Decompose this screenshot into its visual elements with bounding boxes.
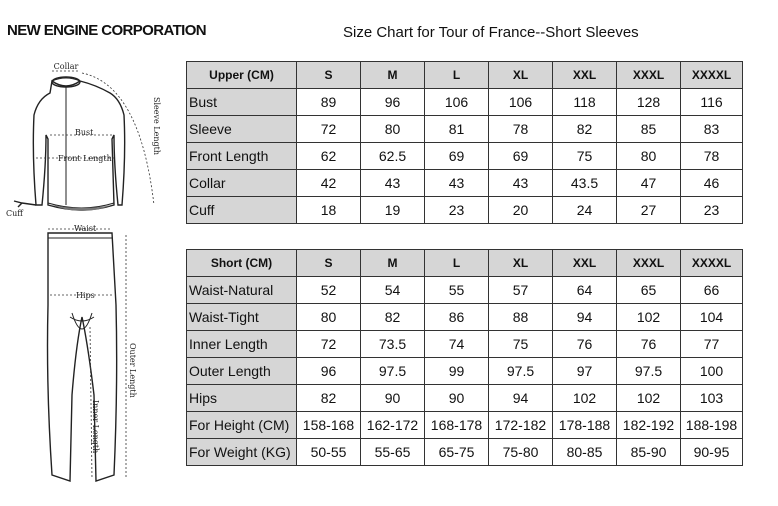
table-cell: 82 — [297, 385, 361, 412]
table-cell: 46 — [681, 170, 743, 197]
table-cell: 106 — [489, 89, 553, 116]
table-cell: 66 — [681, 277, 743, 304]
label-waist: Waist — [74, 224, 97, 233]
table-cell: 85 — [617, 116, 681, 143]
table-cell: 43 — [425, 170, 489, 197]
label-front-length: Front Length — [58, 154, 112, 163]
table-cell: 27 — [617, 197, 681, 224]
table-cell: 18 — [297, 197, 361, 224]
table-cell: 128 — [617, 89, 681, 116]
upper-size-table — [186, 61, 743, 224]
table-cell: 69 — [489, 143, 553, 170]
table-cell: 82 — [361, 304, 425, 331]
jersey-illustration — [14, 77, 125, 211]
label-inner-length: Inner Length — [91, 400, 100, 454]
table-cell: 69 — [425, 143, 489, 170]
table-cell: 19 — [361, 197, 425, 224]
table-row — [187, 439, 743, 466]
label-cuff: Cuff — [6, 209, 23, 218]
table-cell: 80 — [617, 143, 681, 170]
short-size-table — [186, 249, 743, 466]
table-cell: 43.5 — [553, 170, 617, 197]
table-cell: 97 — [553, 358, 617, 385]
table-cell: 97.5 — [489, 358, 553, 385]
table-cell: 54 — [361, 277, 425, 304]
table-cell: 97.5 — [361, 358, 425, 385]
table-cell: 82 — [553, 116, 617, 143]
row-label: Hips — [187, 385, 297, 412]
header-cell: M — [361, 62, 425, 89]
upper-table-header — [187, 62, 743, 89]
table-cell: 78 — [681, 143, 743, 170]
table-cell: 62.5 — [361, 143, 425, 170]
table-cell: 78 — [489, 116, 553, 143]
table-cell: 80 — [297, 304, 361, 331]
table-cell: 43 — [361, 170, 425, 197]
header-cell: L — [425, 62, 489, 89]
table-cell: 76 — [617, 331, 681, 358]
chart-title: Size Chart for Tour of France--Short Sleeves — [343, 24, 639, 41]
table-row — [187, 277, 743, 304]
table-cell: 104 — [681, 304, 743, 331]
table-cell: 168-178 — [425, 412, 489, 439]
table-row — [187, 170, 743, 197]
header-cell: XXXL — [617, 62, 681, 89]
row-label: Cuff — [187, 197, 297, 224]
label-hips: Hips — [76, 291, 95, 300]
garment-diagram — [0, 55, 180, 506]
table-cell: 106 — [425, 89, 489, 116]
row-label: Front Length — [187, 143, 297, 170]
label-sleeve-length: Sleeve Length — [152, 97, 161, 155]
table-cell: 162-172 — [361, 412, 425, 439]
row-label: Waist-Natural — [187, 277, 297, 304]
table-cell: 47 — [617, 170, 681, 197]
jersey-measure-lines — [36, 71, 154, 205]
label-bust: Bust — [75, 128, 94, 137]
table-cell: 43 — [489, 170, 553, 197]
table-cell: 55 — [425, 277, 489, 304]
table-row — [187, 358, 743, 385]
table-cell: 23 — [681, 197, 743, 224]
table-cell: 90 — [361, 385, 425, 412]
table-cell: 75 — [553, 143, 617, 170]
table-cell: 86 — [425, 304, 489, 331]
header-cell: Short (CM) — [187, 250, 297, 277]
table-cell: 77 — [681, 331, 743, 358]
table-row — [187, 385, 743, 412]
table-cell: 74 — [425, 331, 489, 358]
row-label: Waist-Tight — [187, 304, 297, 331]
table-cell: 97.5 — [617, 358, 681, 385]
table-cell: 102 — [553, 385, 617, 412]
table-cell: 102 — [617, 385, 681, 412]
table-cell: 64 — [553, 277, 617, 304]
header-cell: XXXXL — [681, 250, 743, 277]
header-cell: XXXXL — [681, 62, 743, 89]
table-cell: 24 — [553, 197, 617, 224]
table-cell: 55-65 — [361, 439, 425, 466]
table-cell: 96 — [297, 358, 361, 385]
header-cell: S — [297, 62, 361, 89]
table-cell: 20 — [489, 197, 553, 224]
table-cell: 81 — [425, 116, 489, 143]
row-label: Collar — [187, 170, 297, 197]
table-cell: 94 — [489, 385, 553, 412]
table-cell: 178-188 — [553, 412, 617, 439]
table-cell: 76 — [553, 331, 617, 358]
pants-illustration — [48, 233, 117, 481]
row-label: Bust — [187, 89, 297, 116]
header-cell: XXL — [553, 62, 617, 89]
table-cell: 52 — [297, 277, 361, 304]
table-cell: 57 — [489, 277, 553, 304]
table-cell: 62 — [297, 143, 361, 170]
label-outer-length: Outer Length — [128, 343, 137, 398]
table-cell: 75-80 — [489, 439, 553, 466]
table-row — [187, 197, 743, 224]
header-cell: M — [361, 250, 425, 277]
row-label: Inner Length — [187, 331, 297, 358]
header-cell: Upper (CM) — [187, 62, 297, 89]
table-cell: 65-75 — [425, 439, 489, 466]
header-cell: XXL — [553, 250, 617, 277]
table-cell: 85-90 — [617, 439, 681, 466]
table-cell: 42 — [297, 170, 361, 197]
table-cell: 118 — [553, 89, 617, 116]
table-cell: 72 — [297, 116, 361, 143]
table-cell: 182-192 — [617, 412, 681, 439]
header-cell: L — [425, 250, 489, 277]
table-cell: 80 — [361, 116, 425, 143]
header-cell: S — [297, 250, 361, 277]
table-cell: 72 — [297, 331, 361, 358]
table-cell: 188-198 — [681, 412, 743, 439]
table-row — [187, 331, 743, 358]
table-row — [187, 304, 743, 331]
table-cell: 90 — [425, 385, 489, 412]
table-cell: 90-95 — [681, 439, 743, 466]
table-cell: 172-182 — [489, 412, 553, 439]
header-cell: XXXL — [617, 250, 681, 277]
table-cell: 73.5 — [361, 331, 425, 358]
label-collar: Collar — [53, 62, 79, 71]
table-cell: 23 — [425, 197, 489, 224]
row-label: Outer Length — [187, 358, 297, 385]
table-cell: 88 — [489, 304, 553, 331]
row-label: Sleeve — [187, 116, 297, 143]
table-cell: 83 — [681, 116, 743, 143]
table-cell: 103 — [681, 385, 743, 412]
table-cell: 99 — [425, 358, 489, 385]
table-cell: 80-85 — [553, 439, 617, 466]
table-cell: 50-55 — [297, 439, 361, 466]
table-row — [187, 89, 743, 116]
table-cell: 100 — [681, 358, 743, 385]
table-cell: 65 — [617, 277, 681, 304]
company-name: NEW ENGINE CORPORATION — [7, 22, 207, 39]
table-cell: 158-168 — [297, 412, 361, 439]
table-cell: 89 — [297, 89, 361, 116]
table-row — [187, 412, 743, 439]
header-cell: XL — [489, 250, 553, 277]
row-label: For Weight (KG) — [187, 439, 297, 466]
table-cell: 94 — [553, 304, 617, 331]
table-cell: 116 — [681, 89, 743, 116]
short-table-header — [187, 250, 743, 277]
table-cell: 96 — [361, 89, 425, 116]
table-cell: 75 — [489, 331, 553, 358]
row-label: For Height (CM) — [187, 412, 297, 439]
table-cell: 102 — [617, 304, 681, 331]
table-row — [187, 143, 743, 170]
table-row — [187, 116, 743, 143]
header-cell: XL — [489, 62, 553, 89]
